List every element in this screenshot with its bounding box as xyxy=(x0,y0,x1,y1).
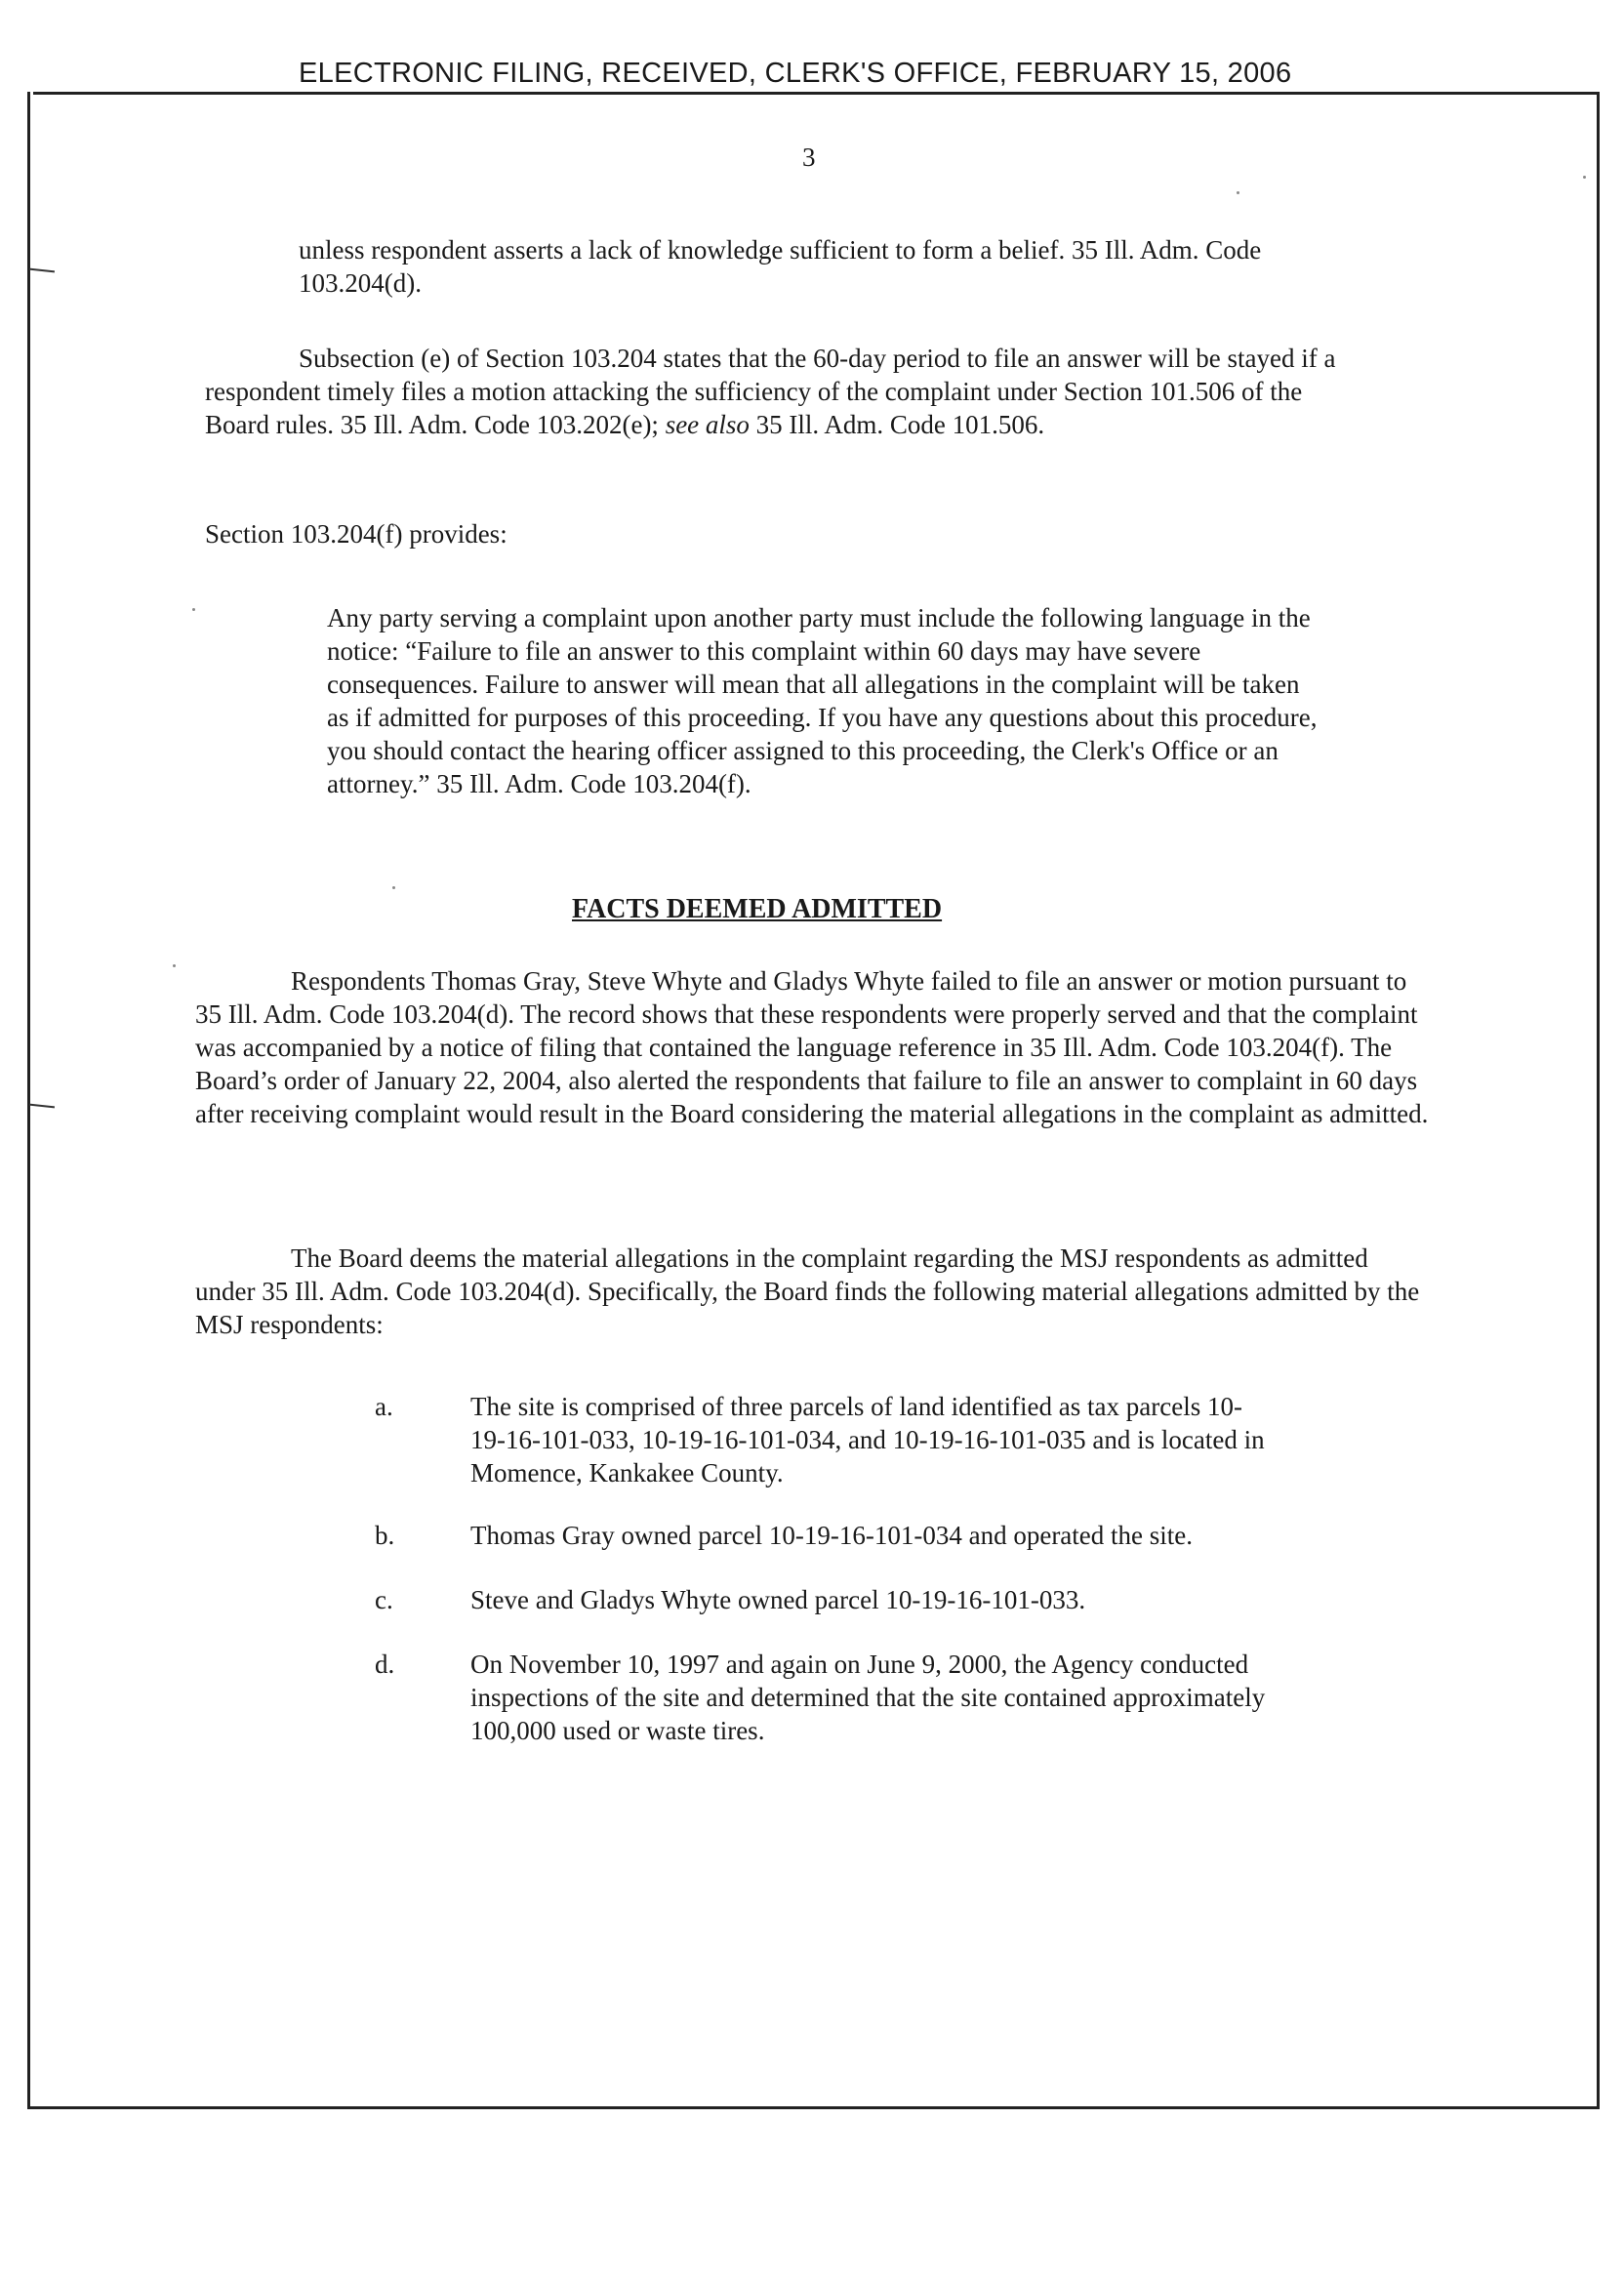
section-heading: FACTS DEEMED ADMITTED xyxy=(572,894,943,924)
scan-speck xyxy=(1583,176,1586,179)
list-item-text: On November 10, 1997 and again on June 9, 2000, the Agency conducted inspections of the site and determined that the site contained approximately 100,000 used or waste tires. xyxy=(470,1650,1266,1745)
allegations-list xyxy=(375,1390,1312,1747)
paragraph-respondents-failed: Respondents Thomas Gray, Steve Whyte and Gladys Whyte failed to file an answer or motion pursuant to 35 Ill. Adm. Code 103.204(d). The record shows that these respondents were properly served and that the complaint was accompanied by a notice of filing that contained the language reference in 35 Ill. Adm. Code 103.204(f). The Board’s order of January 22, 2004, also alerted the respondents that failure to file an answer to complaint in 60 days after receiving complaint would result in the Board considering the material allegations in the complaint as admitted. xyxy=(195,966,1429,1128)
list-item xyxy=(375,1583,1312,1616)
list-item-letter: c. xyxy=(375,1585,393,1614)
list-item-letter: b. xyxy=(375,1521,395,1550)
list-item xyxy=(375,1390,1312,1489)
page-number: 3 xyxy=(802,143,816,172)
page-border-top xyxy=(33,92,1599,95)
paragraph-subsection-e-text: Subsection (e) of Section 103.204 states that the 60-day period to file an answer will be stayed if a respondent timely files a motion attacking the sufficiency of the complaint under Section 101.506 of the Board rules. 35 Ill. Adm. Code 103.202(e); xyxy=(205,344,1336,439)
scan-mark xyxy=(29,1104,55,1109)
list-item xyxy=(375,1648,1312,1747)
scan-speck xyxy=(392,886,395,889)
list-item-text: The site is comprised of three parcels of land identified as tax parcels 10-19-16-101-033, 10-19-16-101-034, and 10-19-16-101-035 and is located in Momence, Kankakee County. xyxy=(470,1392,1265,1487)
list-item-letter: a. xyxy=(375,1392,393,1421)
page-border-bottom xyxy=(27,2106,1599,2109)
scan-mark xyxy=(29,268,55,273)
scan-speck xyxy=(173,964,176,967)
list-item-letter: d. xyxy=(375,1650,395,1679)
scan-speck xyxy=(1237,191,1239,194)
list-item-text: Thomas Gray owned parcel 10-19-16-101-034 and operated the site. xyxy=(470,1521,1194,1550)
block-quote: Any party serving a complaint upon another party must include the following language in the notice: “Failure to file an answer to this complaint within 60 days may have severe consequences. Failure to answer will mean that all allegations in the complaint will be taken as if admitted for purposes of this proceeding. If you have any questions about this procedure, you should contact the hearing officer assigned to this proceeding, the Clerk's Office or an attorney.” 35 Ill. Adm. Code 103.204(f). xyxy=(327,603,1318,798)
paragraph-continuation: unless respondent asserts a lack of knowledge sufficient to form a belief. 35 Ill. Adm. Code 103.204(d). xyxy=(299,235,1262,298)
page-border-left xyxy=(27,92,30,2108)
electronic-filing-stamp: ELECTRONIC FILING, RECEIVED, CLERK'S OFFICE, FEBRUARY 15, 2006 xyxy=(299,58,1292,89)
paragraph-subsection-e-citation: 35 Ill. Adm. Code 101.506. xyxy=(755,410,1045,439)
list-item xyxy=(375,1519,1312,1552)
paragraph-board-deems: The Board deems the material allegations in the complaint regarding the MSJ respondents as admitted under 35 Ill. Adm. Code 103.204(d). Specifically, the Board finds the following material allegations admitted by the MSJ respondents: xyxy=(195,1243,1420,1339)
see-also-signal: see also xyxy=(665,410,750,439)
scan-speck xyxy=(192,608,195,611)
list-item-text: Steve and Gladys Whyte owned parcel 10-19-16-101-033. xyxy=(470,1585,1086,1614)
paragraph-subsection-e xyxy=(205,342,1366,441)
paragraph-section-f-intro: Section 103.204(f) provides: xyxy=(205,519,508,549)
page-border-right xyxy=(1597,92,1600,2109)
